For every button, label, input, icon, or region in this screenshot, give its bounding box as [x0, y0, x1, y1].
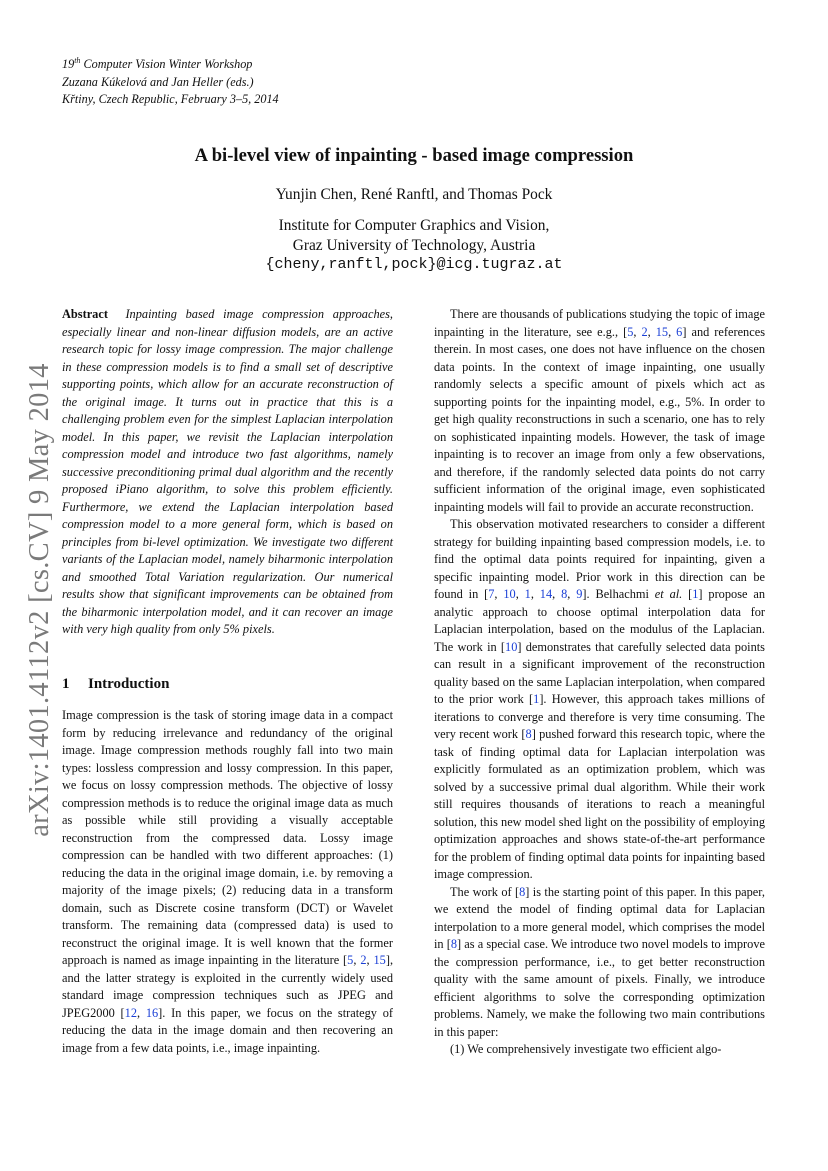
abstract: [62, 306, 393, 639]
abstract-text: Inpainting based image compression approaches, especially linear and non-linear diffusion models, are an active research topic for lossy image compression. The major challenge in these compression models is to find a small set of descriptive supporting points, which allow for an accurate reconstruction of the original image. It turns out in practice that this is a challenging problem even for the simplest Laplacian interpolation model. In this paper, we revisit the Laplacian interpolation compression model and introduce two fast algorithms, namely successive preconditioning primal dual algorithm and the recently proposed iPiano algorithm, to solve this problem efficiently. Furthermore, we extend the Laplacian interpolation based compression model to a more general form, which is based on principles from bi-level optimization. We investigate two different variants of the Laplacian model, namely biharmonic interpolation and smoothed Total Variation regularization. Our numerical results show that significant improvements can be obtained from the biharmonic interpolation model, and it can recover an image with very high quality from only 5% pixels.: [62, 307, 393, 636]
venue-block: [62, 52, 279, 109]
section-heading-introduction: [62, 676, 393, 694]
citation-link[interactable]: 8: [519, 884, 526, 899]
citation-link[interactable]: 7: [488, 587, 495, 601]
citation-link[interactable]: 5: [627, 324, 634, 339]
venue-line-3: Křtiny, Czech Republic, February 3–5, 2014: [62, 92, 279, 107]
venue-line-1: 19th Computer Vision Winter Workshop: [62, 56, 253, 72]
affiliation-line-2: Graz University of Technology, Austria: [292, 236, 536, 254]
paper-authors: Yunjin Chen, René Ranftl, and Thomas Pock: [275, 186, 553, 203]
citation-link[interactable]: 15: [373, 953, 386, 967]
citation-link[interactable]: 10: [503, 587, 516, 601]
citation-link[interactable]: 15: [655, 324, 669, 339]
citation-link[interactable]: 1: [692, 587, 699, 601]
citation-link[interactable]: 9: [576, 587, 583, 601]
citation-link[interactable]: 6: [676, 324, 683, 339]
intro-paragraph-1: Image compression is the task of storing image data in a compact form by reducing irrelevance and redundancy of the original image. Image compression methods roughly fall into two main types: lossless compression and lossy compression. In this paper, we focus on lossy compression methods. The objective of lossy compression methods is to reduce the original image data as much as possible while still providing a visually acceptable reconstruction from the compressed data. Lossy image compression can be handled with two different approaches: (1) reducing the data in the original image domain, i.e. by removing a majority of the image pixels; (2) reducing data in a transform domain, such as Discrete cosine transform (DCT) or Wavelet transform. The remaining data (compressed data) is used to reconstruct the original image. It is well known that the former approach is named as image inpainting in the literature [5, 2, 15], and the latter strategy is exploited in the currently widely used standard image compression techniques such as JPEG and JPEG2000 [12, 16]. In this paper, we focus on the strategy of reducing the data in the image domain and then recovering an image from a few data points, i.e., image inpainting.: [62, 708, 394, 1055]
affiliation-line-1: Institute for Computer Graphics and Vision,: [278, 217, 550, 234]
body-paragraph-5: (1) We comprehensively investigate two efficient algo-: [450, 1042, 722, 1056]
affiliation: [0, 216, 828, 275]
citation-link[interactable]: 12: [124, 1005, 137, 1020]
citation-link[interactable]: 8: [450, 937, 458, 951]
venue-line-2: Zuzana Kúkelová and Jan Heller (eds.): [62, 74, 254, 89]
citation-link[interactable]: 10: [505, 639, 518, 654]
citation-link[interactable]: 1: [524, 587, 531, 601]
abstract-heading: Abstract: [62, 307, 108, 321]
citation-link[interactable]: 5: [347, 953, 354, 967]
body-paragraph-3: This observation motivated researchers to consider a different strategy for building inpainting based compression models, i.e. to find the optimal data points required for inpainting, given a specific inpainting model. Prior work in this direction can be found in [7, 10, 1, 14, 8, 9]. Belhachmi et al. [1] propose an analytic approach to choose optimal interpolation data for Laplacian interpolation, based on the modulus of the Laplacian. The work in [10] demonstrates that carefully selected data points can result in a significant improvement of the reconstruction quality based on the same Laplacian interpolation, when compared to the prior work [1]. However, this approach takes millions of iterations to converge and therefore is very time consuming. The very recent work [8] pushed forward this research topic, where the task of finding optimal data for Laplacian interpolation was explicitly formulated as an optimization problem, which was solved by a successive primal dual algorithm. While their work still requires thousands of iterations to reach a meaningful solution, this new model shed light on the possibility of employing optimization approaches and shows state-of-the-art performance for the problem of finding optimal data points for inpainting based image compression.: [434, 517, 765, 881]
body-paragraph-4: The work of [8] is the starting point of this paper. In this paper, we extend the model of finding optimal data for Laplacian interpolation to a more general model, which comprises the model in [8] as a special case. We introduce two novel models to improve the compression performance, i.e., to get better reconstruction quality with the same amount of pixels. Finally, we introduce efficient algorithms to solve the corresponding optimization problems. Namely, we make the following two main contributions in this paper:: [434, 884, 765, 1039]
citation-link[interactable]: 16: [145, 1005, 159, 1020]
author-emails: {cheny,ranftl,pock}@icg.tugraz.at: [265, 256, 563, 273]
citation-link[interactable]: 2: [641, 324, 648, 339]
section-title: Introduction: [88, 675, 170, 692]
citation-link[interactable]: 8: [525, 727, 532, 741]
body-paragraph-2: There are thousands of publications studying the topic of image inpainting in the literature, see e.g., [5, 2, 15, 6] and references therein. In most cases, one does not have influence on the chosen data points. In the context of image inpainting, one usually randomly selects a specific amount of pixels which act as supporting points for the inpainting model, e.g., 5%. In order to get high quality reconstructions in such a scenario, one has to rely on sophisticated inpainting models. However, the task of image inpainting is to recover an image from only a few observations, and therefore, if the randomly selected data points do not carry sufficient information of the original image, even sophisticated inpainting models will fail to provide an accurate reconstruction.: [434, 307, 765, 514]
citation-link[interactable]: 8: [561, 587, 568, 601]
citation-link[interactable]: 2: [360, 953, 367, 967]
citation-link[interactable]: 1: [533, 692, 540, 706]
citation-link[interactable]: 14: [539, 587, 553, 601]
right-column: [434, 306, 765, 1059]
section-number: 1: [62, 675, 70, 692]
arxiv-stamp: arXiv:1401.4112v2 [cs.CV] 9 May 2014: [24, 363, 55, 837]
left-column: [62, 306, 393, 1057]
paper-title: A bi-level view of inpainting - based image compression: [194, 145, 634, 166]
